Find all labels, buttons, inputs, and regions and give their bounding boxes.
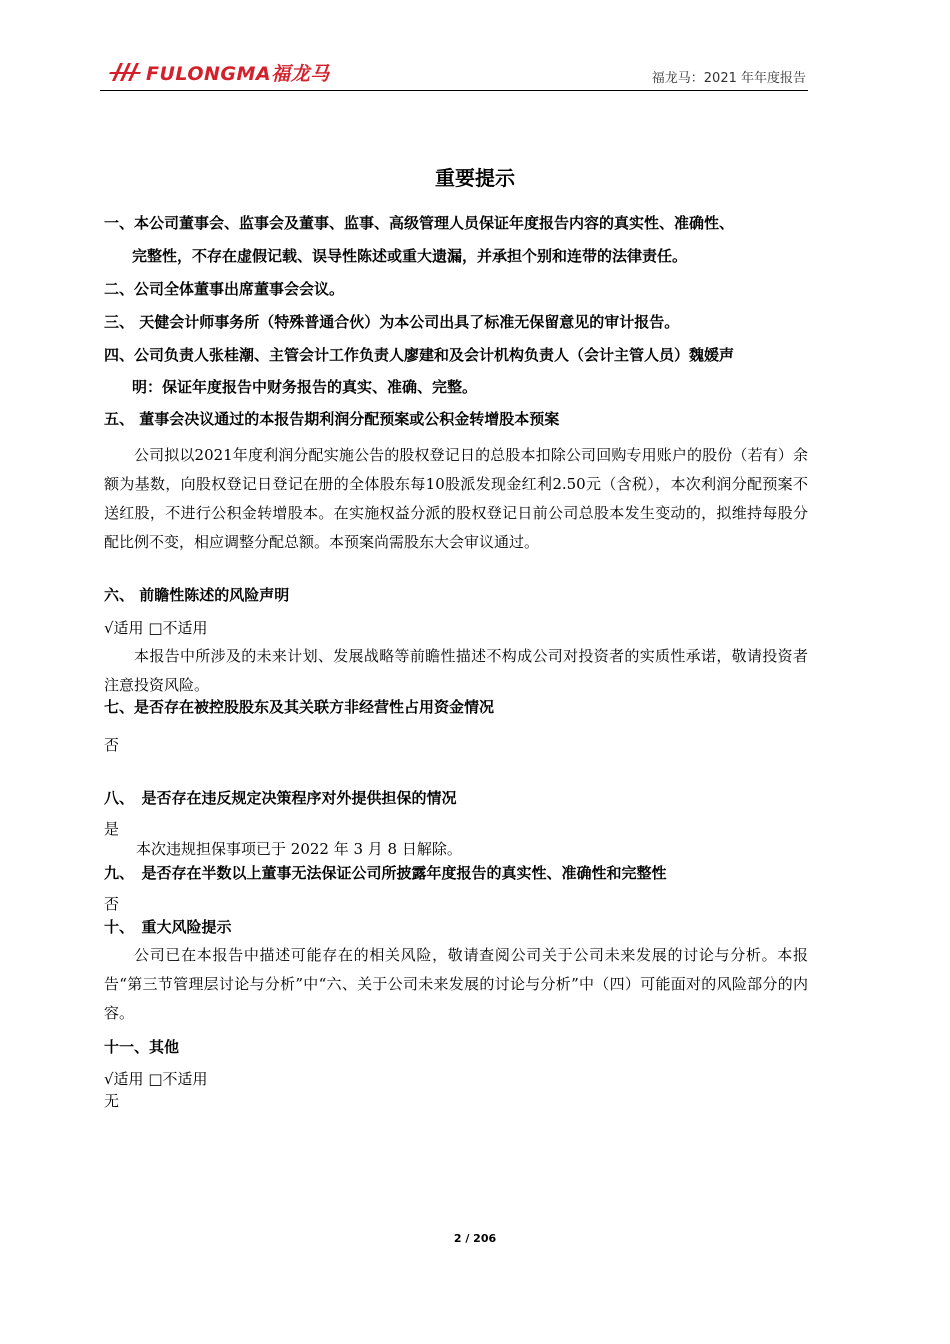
item-4-line-2: 明：保证年度报告中财务报告的真实、准确、完整。 (132, 378, 478, 396)
logo-text: FULONGMA福龙马 (146, 62, 330, 85)
item-1-line-1: 一、本公司董事会、监事会及董事、监事、高级管理人员保证年度报告内容的真实性、准确性、 (104, 214, 735, 232)
item-2: 二、公司全体董事出席董事会会议。 (104, 280, 345, 298)
item-9-answer: 否 (104, 895, 120, 913)
item-11-answer: 无 (104, 1092, 120, 1110)
item-1-line-2: 完整性，不存在虚假记载、误导性陈述或重大遗漏，并承担个别和连带的法律责任。 (132, 247, 688, 265)
item-3: 三、 天健会计师事务所（特殊普通合伙）为本公司出具了标准无保留意见的审计报告。 (104, 313, 680, 331)
item-8-note: 本次违规担保事项已于 2022 年 3 月 8 日解除。 (136, 840, 462, 858)
company-logo (108, 58, 330, 86)
fulongma-logo-icon (108, 61, 142, 83)
item-5-heading: 五、 董事会决议通过的本报告期利润分配预案或公积金转增股本预案 (104, 410, 560, 428)
item-4-line-1: 四、公司负责人张桂潮、主管会计工作负责人廖建和及会计机构负责人（会计主管人员）魏媛声 (104, 346, 735, 364)
item-6-paragraph: 本报告中所涉及的未来计划、发展战略等前瞻性描述不构成公司对投资者的实质性承诺，敬请投资者注意投资风险。 (104, 647, 808, 694)
page-header (100, 56, 808, 91)
item-6-heading: 六、 前瞻性陈述的风险声明 (104, 586, 290, 604)
item-8-heading: 八、 是否存在违反规定决策程序对外提供担保的情况 (104, 789, 457, 807)
item-8-answer: 是 (104, 820, 120, 838)
item-11-applicability: √适用 □不适用 (104, 1070, 208, 1088)
item-5-paragraph: 公司拟以2021年度利润分配实施公告的股权登记日的总股本扣除公司回购专用账户的股份（若有）余额为基数，向股权登记日登记在册的全体股东每10股派发现金红利2.50元（含税），本次利润分配预案不送红股，不进行公积金转增股本。在实施权益分派的股权登记日前公司总股本发生变动的，拟维持每股分配比例不变，相应调整分配总额。本预案尚需股东大会审议通过。 (104, 446, 808, 551)
page-title: 重要提示 (435, 166, 515, 190)
item-9-heading: 九、 是否存在半数以上董事无法保证公司所披露年度报告的真实性、准确性和完整性 (104, 864, 667, 882)
report-title: 福龙马：2021 年年度报告 (651, 71, 806, 86)
item-6-applicability: √适用 □不适用 (104, 619, 208, 637)
item-10-heading: 十、 重大风险提示 (104, 918, 232, 936)
item-7-answer: 否 (104, 736, 120, 754)
item-7-heading: 七、是否存在被控股股东及其关联方非经营性占用资金情况 (104, 698, 495, 716)
item-10-paragraph: 公司已在本报告中描述可能存在的相关风险，敬请查阅公司关于公司未来发展的讨论与分析。本报告“第三节管理层讨论与分析”中“六、关于公司未来发展的讨论与分析”中（四）可能面对的风险部分的内容。 (104, 946, 808, 1022)
page-number: 2 / 206 (453, 1232, 497, 1245)
item-11-heading: 十一、其他 (104, 1038, 180, 1056)
